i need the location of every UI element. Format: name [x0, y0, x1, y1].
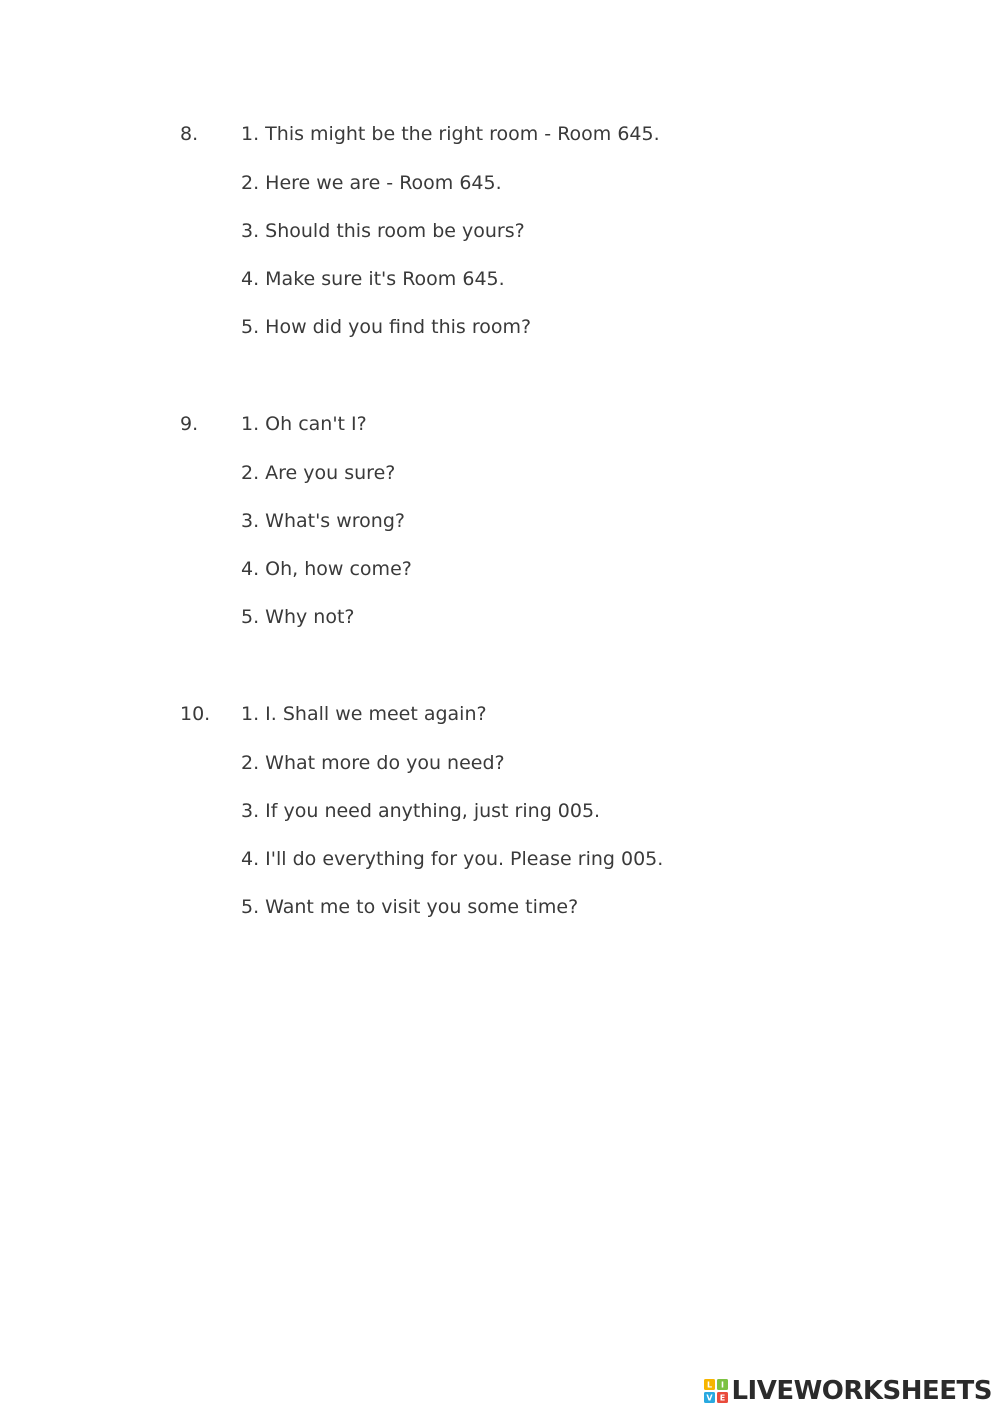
liveworksheets-logo-icon [704, 1379, 728, 1403]
answer-option: 2. Are you sure? [241, 462, 396, 484]
answer-option: 1. I. Shall we meet again? [241, 703, 487, 725]
answer-option: 5. Want me to visit you some time? [241, 896, 579, 918]
svg-text:L: L [707, 1380, 713, 1390]
answer-option: 1. This might be the right room - Room 645. [241, 123, 660, 145]
answer-option: 2. What more do you need? [241, 752, 505, 774]
question-number: 9. [180, 413, 199, 435]
answer-option: 5. Why not? [241, 606, 355, 628]
answer-option: 3. What's wrong? [241, 510, 405, 532]
answer-option: 1. Oh can't I? [241, 413, 367, 435]
answer-option: 3. Should this room be yours? [241, 220, 525, 242]
answer-option: 4. Oh, how come? [241, 558, 412, 580]
answer-option: 2. Here we are - Room 645. [241, 172, 502, 194]
svg-text:I: I [721, 1380, 725, 1390]
answer-option: 4. Make sure it's Room 645. [241, 268, 505, 290]
watermark-text: LIVEWORKSHEETS [731, 1376, 992, 1406]
question-number: 8. [180, 123, 199, 145]
answer-option: 4. I'll do everything for you. Please ring 005. [241, 848, 664, 870]
answer-option: 5. How did you find this room? [241, 316, 532, 338]
answer-option: 3. If you need anything, just ring 005. [241, 800, 601, 822]
svg-text:E: E [720, 1393, 726, 1403]
svg-text:V: V [706, 1393, 714, 1403]
question-number: 10. [180, 703, 211, 725]
liveworksheets-watermark [704, 1375, 992, 1407]
